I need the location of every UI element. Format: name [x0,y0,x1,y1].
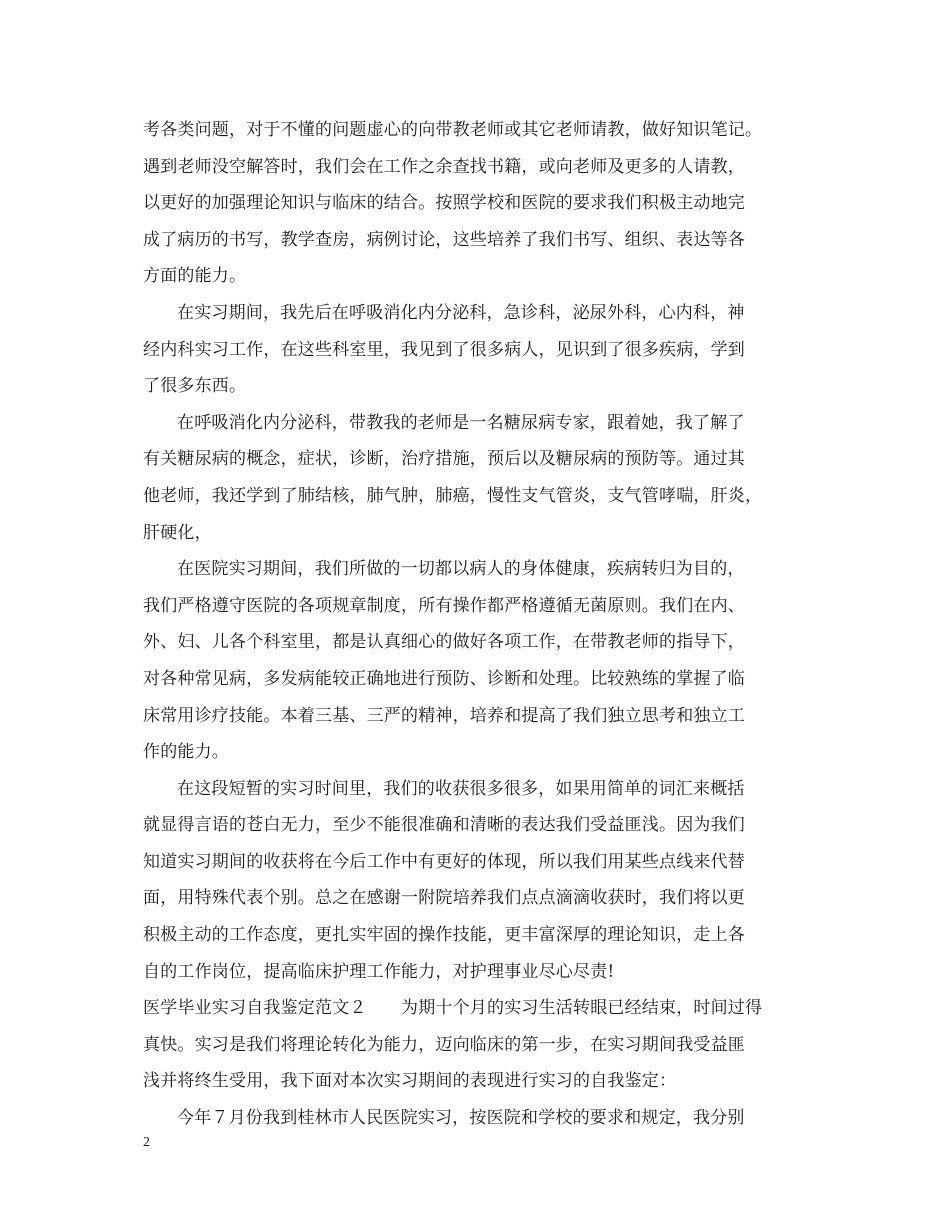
text-line: 就显得言语的苍白无力，至少不能很准确和清晰的表达我们受益匪浅。因为我们 [143,815,745,836]
text-line: 成了病历的书写，教学查房，病例讨论，这些培养了我们书写、组织、表达等各 [143,229,745,250]
text-line: 在医院实习期间，我们所做的一切都以病人的身体健康，疾病转归为目的， [177,559,745,580]
text-line: 在实习期间，我先后在呼吸消化内分泌科，急诊科，泌尿外科，心内科，神 [177,302,745,323]
text-line: 床常用诊疗技能。本着三基、三严的精神，培养和提高了我们独立思考和独立工 [143,705,745,726]
text-line: 真快。实习是我们将理论转化为能力，迈向临床的第一步，在实习期间我受益匪 [143,1034,745,1055]
text-line: 在这段短暂的实习时间里，我们的收获很多很多，如果用简单的词汇来概括 [177,778,745,799]
text-line: 肝硬化， [143,522,212,543]
text-line: 他老师，我还学到了肺结核，肺气肿，肺癌，慢性支气管炎，支气管哮喘，肝炎， [143,485,763,506]
text-line: 医学毕业实习自我鉴定范文２ 为期十个月的实习生活转眼已经结束，时间过得 [143,998,763,1019]
text-line: 今年７月份我到桂林市人民医院实习，按医院和学校的要求和规定，我分别 [177,1108,745,1129]
document-body [143,112,813,1137]
text-line: 以更好的加强理论知识与临床的结合。按照学校和医院的要求我们积极主动地完 [143,193,745,214]
text-line: 我们严格遵守医院的各项规章制度，所有操作都严格遵循无菌原则。我们在内、 [143,595,745,616]
text-line: 知道实习期间的收获将在今后工作中有更好的体现，所以我们用某些点线来代替 [143,851,745,872]
text-line: 面，用特殊代表个别。总之在感谢一附院培养我们点点滴滴收获时，我们将以更 [143,888,745,909]
text-line: 遇到老师没空解答时，我们会在工作之余查找书籍，或向老师及更多的人请教， [143,156,745,177]
text-line: 积极主动的工作态度，更扎实牢固的操作技能，更丰富深厚的理论知识，走上各 [143,925,745,946]
text-line: 外、妇、儿各个科室里，都是认真细心的做好各项工作，在带教老师的指导下， [143,632,745,653]
text-line: 考各类问题，对于不懂的问题虚心的向带教老师或其它老师请教，做好知识笔记。 [143,120,763,140]
text-line: 浅并将终生受用，我下面对本次实习期间的表现进行实习的自我鉴定： [143,1071,677,1092]
text-line: 自的工作岗位，提高临床护理工作能力，对护理事业尽心尽责! [143,961,615,982]
text-line: 经内科实习工作，在这些科室里，我见到了很多病人，见识到了很多疾病，学到 [143,339,745,360]
text-line: 方面的能力。 [143,266,247,287]
text-line: 在呼吸消化内分泌科，带教我的老师是一名糖尿病专家，跟着她，我了解了 [177,412,745,433]
text-line: 有关糖尿病的概念，症状，诊断，治疗措施，预后以及糖尿病的预防等。通过其 [143,449,745,470]
page-number: 2 [143,1135,150,1150]
text-line: 对各种常见病，多发病能较正确地进行预防、诊断和处理。比较熟练的掌握了临 [143,668,745,689]
text-line: 了很多东西。 [143,376,247,397]
text-line: 作的能力。 [143,742,229,763]
